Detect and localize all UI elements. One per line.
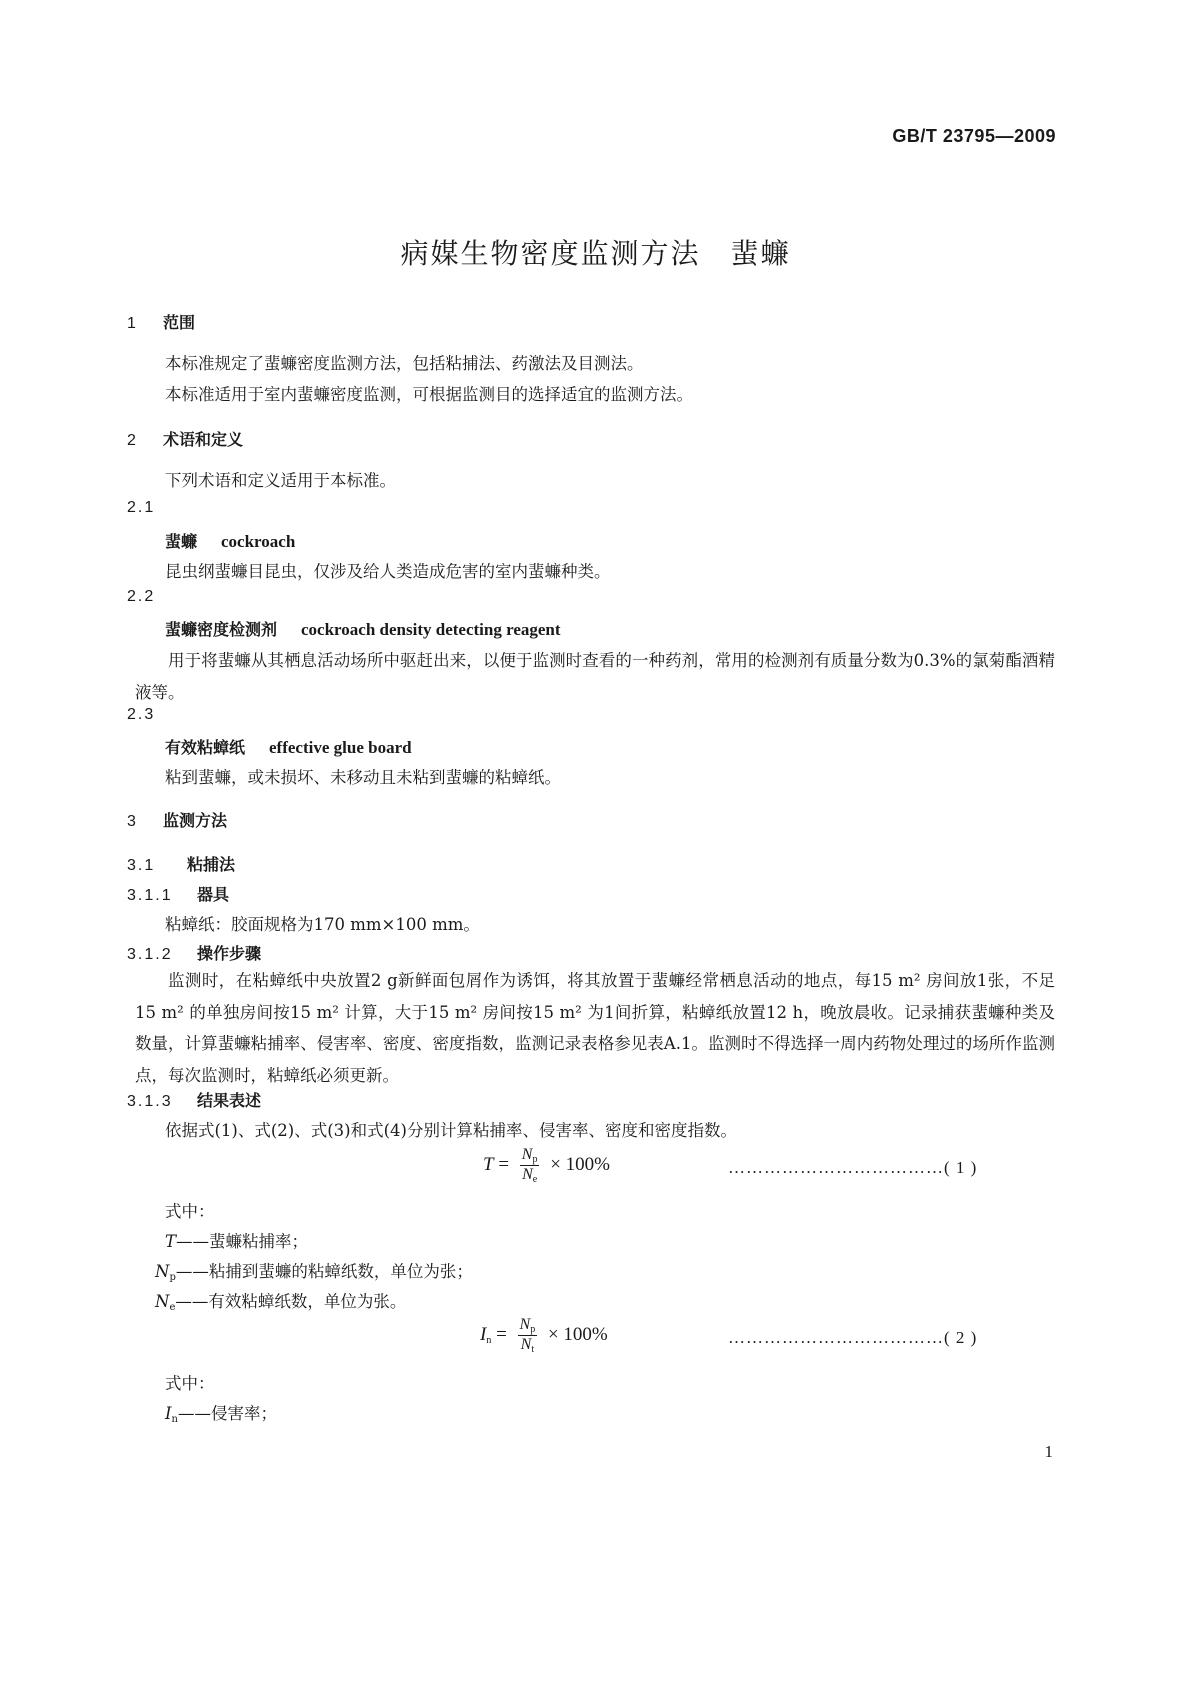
- term-2-1-number: 2.1: [127, 499, 156, 516]
- term-en: cockroach: [221, 532, 296, 551]
- apparatus-text: 粘蟑纸：胶面规格为170 mm×100 mm。: [165, 915, 480, 934]
- term-2-2-definition: 用于将蜚蠊从其栖息活动场所中驱赶出来，以便于监测时查看的一种药剂，常用的检测剂有质量分数为0.3%的氯菊酯酒精液等。: [135, 651, 1055, 702]
- term-2-1-heading: [165, 529, 295, 552]
- section-number: 1: [127, 315, 136, 332]
- fraction-numerator: Np: [519, 1316, 536, 1335]
- formula-1-where: 式中：: [165, 1202, 215, 1221]
- scope-paragraph-2: 本标准适用于室内蜚蠊密度监测，可根据监测目的选择适宜的监测方法。: [165, 385, 693, 404]
- formula-lhs: In: [480, 1323, 492, 1346]
- section-3-1-3-heading: [127, 1088, 261, 1111]
- formula-equals: =: [496, 1323, 507, 1345]
- formula-1-var-ne: Ne——有效粘蟑纸数，单位为张。: [155, 1292, 407, 1313]
- section-3-1-1-heading: [127, 882, 229, 905]
- formula-multiplier: × 100%: [550, 1153, 611, 1175]
- formula-1: [483, 1146, 610, 1185]
- term-zh: 蜚蠊密度检测剂: [165, 620, 278, 639]
- equation-number: ( 1 ): [944, 1158, 978, 1177]
- document-title: 病媒生物密度监测方法 蜚蠊: [400, 237, 791, 270]
- section-2-heading: [127, 427, 243, 450]
- procedure-text: 监测时，在粘蟑纸中央放置2 g新鲜面包屑作为诱饵，将其放置于蜚蠊经常栖息活动的地点，每15 m² 房间放1张，不足15 m² 的单独房间按15 m² 计算，大于15 m² 房间按15 m² 为1间折算，粘蟑纸放置12 h，晚放晨收。记录捕获蜚蠊种类及数量，计算蜚蠊粘捕率、侵害率、密度、密度指数，监测记录表格参见表A.1。监测时不得选择一周内药物处理过的场所作监测点，每次监测时，粘蟑纸必须更新。: [135, 971, 1055, 1085]
- term-2-2-number: 2.2: [127, 588, 156, 605]
- term-zh: 有效粘蟑纸: [165, 738, 246, 757]
- scope-paragraph-1: 本标准规定了蜚蠊密度监测方法，包括粘捕法、药激法及目测法。: [165, 354, 644, 373]
- term-2-3-definition: 粘到蜚蠊，或未损坏、未移动且未粘到蜚蠊的粘蟑纸。: [165, 768, 561, 787]
- formula-multiplier: × 100%: [547, 1323, 608, 1345]
- section-title: 术语和定义: [163, 430, 244, 449]
- section-number: 2: [127, 432, 136, 449]
- formula-1-var-t: T——蜚蠊粘捕率；: [165, 1232, 309, 1251]
- standard-code: GB/T 23795—2009: [892, 126, 1056, 146]
- section-number: 3.1.3: [127, 1093, 173, 1110]
- formula-2-var-in: In——侵害率；: [165, 1404, 277, 1425]
- results-intro: 依据式(1)、式(2)、式(3)和式(4)分别计算粘捕率、侵害率、密度和密度指数。: [165, 1121, 737, 1140]
- section-title: 结果表述: [197, 1091, 262, 1110]
- formula-2-where: 式中：: [165, 1374, 215, 1393]
- section-number: 3: [127, 813, 136, 830]
- term-en: effective glue board: [269, 738, 412, 757]
- term-2-3-heading: [165, 735, 412, 758]
- term-en: cockroach density detecting reagent: [301, 620, 561, 639]
- section-title: 粘捕法: [187, 855, 236, 874]
- section-title: 操作步骤: [197, 944, 262, 963]
- section-title: 范围: [163, 313, 196, 332]
- formula-equals: =: [498, 1153, 510, 1175]
- formula-2-number: [728, 1328, 977, 1348]
- term-2-3-number: 2.3: [127, 706, 156, 723]
- section-title: 监测方法: [163, 811, 228, 830]
- section-number: 3.1.1: [127, 887, 173, 904]
- terms-intro: 下列术语和定义适用于本标准。: [165, 471, 396, 490]
- term-zh: 蜚蠊: [165, 532, 198, 551]
- fraction-numerator: Np: [521, 1146, 538, 1165]
- term-2-2-heading: [165, 617, 561, 640]
- formula-1-var-np: Np——粘捕到蜚蠊的粘蟑纸数，单位为张；: [155, 1262, 473, 1283]
- leader-dots: ………………………………: [728, 1328, 944, 1347]
- section-1-heading: [127, 310, 195, 333]
- section-3-1-2-heading: [127, 941, 261, 964]
- page-number: 1: [1044, 1442, 1053, 1461]
- formula-fraction: [518, 1316, 538, 1355]
- formula-lhs: T: [483, 1153, 494, 1175]
- equation-number: ( 2 ): [944, 1328, 978, 1347]
- section-number: 3.1: [127, 857, 156, 874]
- section-title: 器具: [197, 885, 230, 904]
- section-3-heading: [127, 808, 227, 831]
- term-2-1-definition: 昆虫纲蜚蠊目昆虫，仅涉及给人类造成危害的室内蜚蠊种类。: [165, 562, 611, 581]
- leader-dots: ………………………………: [728, 1158, 944, 1177]
- section-number: 3.1.2: [127, 946, 173, 963]
- formula-2: [480, 1316, 608, 1355]
- section-3-1-heading: [127, 852, 235, 875]
- fraction-denominator: Nt: [520, 1336, 535, 1355]
- formula-fraction: [520, 1146, 540, 1185]
- formula-1-number: [728, 1158, 977, 1178]
- fraction-denominator: Ne: [522, 1166, 538, 1185]
